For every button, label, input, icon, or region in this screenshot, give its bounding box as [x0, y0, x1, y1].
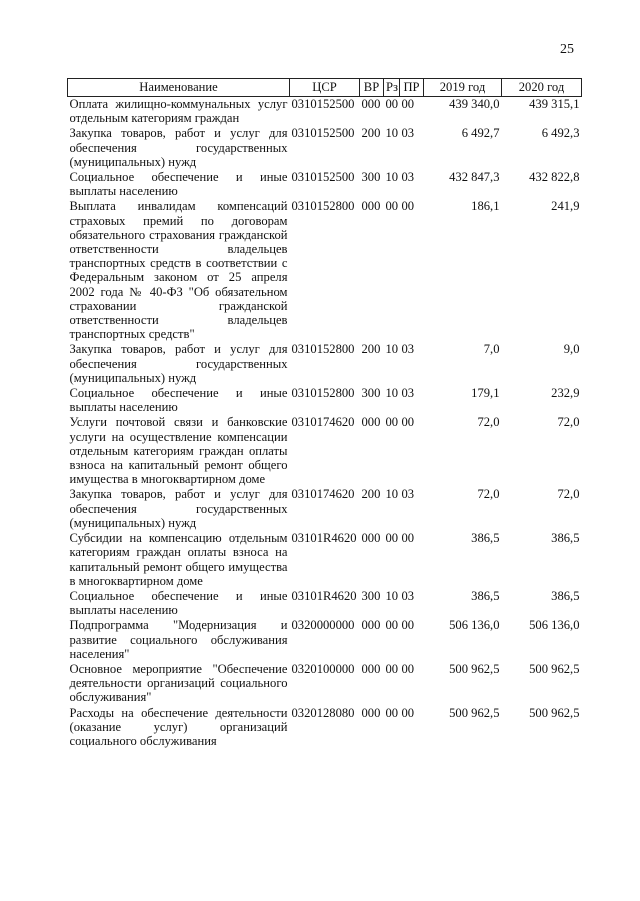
cell-y2020: 439 315,1 [529, 97, 580, 111]
cell-rz: 10 [385, 342, 399, 357]
cell-csr: 0320128080 [291, 705, 355, 720]
cell-name: Выплата инвалидам компенсаций страховых премий по договорам обязательного страхования гражданской ответственности владельцев транспортных средств в соответствии с Федеральным законом от 25 апреля 2002 года № 40-ФЗ "Об обязательном страховании гражданской ответственности владельцев транспортных средств" [69, 199, 288, 342]
table-row [68, 170, 582, 199]
cell-pr: 00 [401, 661, 415, 676]
cell-name: Социальное обеспечение и иные выплаты населению [69, 386, 288, 415]
cell-vr: 000 [361, 531, 381, 546]
cell-y2019: 186,1 [471, 199, 500, 214]
table-row [68, 415, 582, 487]
cell-name: Оплата жилищно-коммунальных услуг отдельным категориям граждан [69, 97, 288, 126]
cell-vr: 200 [361, 342, 381, 357]
cell-pr: 00 [401, 415, 415, 430]
cell-vr: 000 [361, 415, 381, 430]
cell-y2020: 6 492,3 [541, 126, 580, 141]
cell-y2019: 386,5 [471, 531, 500, 546]
table-row [68, 618, 582, 662]
cell-name: Основное мероприятие "Обеспечение деятельности организаций социального обслуживания" [69, 661, 288, 705]
cell-name: Закупка товаров, работ и услуг для обеспечения государственных (муниципальных) нужд [69, 342, 288, 385]
cell-rz: 00 [385, 661, 399, 676]
cell-y2019: 386,5 [471, 588, 500, 603]
header-row [68, 79, 582, 97]
cell-y2020: 72,0 [557, 415, 580, 430]
cell-pr: 03 [401, 342, 415, 357]
cell-csr: 03101R4620 [291, 531, 357, 546]
cell-y2020: 241,9 [551, 199, 580, 214]
cell-pr: 03 [401, 588, 415, 603]
table-row [68, 706, 582, 750]
header-rz: Рз [384, 79, 400, 97]
table-row [68, 487, 582, 531]
cell-name: Закупка товаров, работ и услуг для обеспечения государственных (муниципальных) нужд [69, 126, 288, 169]
cell-rz: 10 [385, 386, 399, 401]
table-row [68, 386, 582, 415]
cell-csr: 0310152500 [291, 170, 355, 185]
cell-pr: 03 [401, 386, 415, 401]
cell-csr: 0310152800 [291, 342, 355, 357]
cell-rz: 00 [385, 618, 399, 633]
cell-y2019: 500 962,5 [449, 661, 500, 676]
table-row [68, 126, 582, 170]
cell-rz: 10 [385, 170, 399, 185]
cell-name: Социальное обеспечение и иные выплаты населению [69, 170, 288, 199]
cell-rz: 00 [385, 415, 399, 430]
table-row [68, 589, 582, 618]
table-row [68, 662, 582, 706]
cell-csr: 03101R4620 [291, 588, 357, 603]
cell-vr: 000 [361, 97, 381, 111]
cell-vr: 300 [361, 386, 381, 401]
header-csr: ЦСР [290, 79, 360, 97]
cell-vr: 000 [361, 661, 381, 676]
cell-name: Социальное обеспечение и иные выплаты населению [69, 588, 288, 618]
budget-table [67, 78, 582, 749]
cell-rz: 10 [385, 126, 399, 141]
cell-y2020: 500 962,5 [529, 705, 580, 720]
cell-y2020: 232,9 [551, 386, 580, 401]
cell-y2020: 386,5 [551, 531, 580, 546]
cell-vr: 300 [361, 588, 381, 603]
cell-csr: 0310152500 [291, 126, 355, 141]
cell-csr: 0310152800 [291, 386, 355, 401]
header-pr: ПР [400, 79, 424, 97]
page-number: 25 [560, 42, 574, 57]
cell-rz: 00 [385, 531, 399, 546]
cell-rz: 00 [385, 97, 399, 111]
cell-vr: 000 [361, 199, 381, 214]
cell-csr: 0320000000 [291, 618, 355, 633]
header-2019: 2019 год [424, 79, 502, 97]
cell-y2020: 386,5 [551, 588, 580, 603]
cell-y2019: 500 962,5 [449, 705, 500, 720]
cell-vr: 000 [361, 705, 381, 720]
cell-y2019: 179,1 [471, 386, 500, 401]
cell-csr: 0310174620 [291, 487, 355, 502]
cell-vr: 200 [361, 126, 381, 141]
cell-y2019: 432 847,3 [449, 170, 500, 185]
cell-y2020: 72,0 [557, 487, 580, 502]
header-name: Наименование [68, 79, 290, 97]
cell-y2019: 439 340,0 [449, 97, 500, 111]
cell-y2019: 6 492,7 [461, 126, 500, 141]
cell-vr: 200 [361, 487, 381, 502]
cell-y2019: 506 136,0 [449, 618, 500, 633]
cell-rz: 00 [385, 199, 399, 214]
cell-y2020: 432 822,8 [529, 170, 580, 185]
cell-y2020: 506 136,0 [529, 618, 580, 633]
cell-name: Расходы на обеспечение деятельности (оказание услуг) организаций социального обслуживания [69, 705, 288, 748]
table-row [68, 342, 582, 386]
header-2020: 2020 год [502, 79, 582, 97]
cell-y2019: 72,0 [477, 487, 500, 502]
cell-rz: 00 [385, 705, 399, 720]
cell-pr: 00 [401, 97, 415, 111]
table-row [68, 97, 582, 127]
cell-pr: 00 [401, 705, 415, 720]
cell-pr: 03 [401, 170, 415, 185]
cell-y2020: 9,0 [563, 342, 580, 357]
cell-vr: 000 [361, 618, 381, 633]
table-row [68, 199, 582, 342]
cell-pr: 00 [401, 618, 415, 633]
cell-pr: 00 [401, 531, 415, 546]
cell-csr: 0310152800 [291, 199, 355, 214]
cell-rz: 10 [385, 487, 399, 502]
cell-name: Субсидии на компенсацию отдельным категориям граждан оплаты взноса на капитальный ремонт общего имущества в многоквартирном доме [69, 531, 288, 588]
cell-y2020: 500 962,5 [529, 661, 580, 676]
cell-name: Подпрограмма "Модернизация и развитие социального обслуживания населения" [69, 618, 288, 661]
cell-name: Услуги почтовой связи и банковские услуги на осуществление компенсации отдельным категориям граждан оплаты взноса на капитальный ремонт общего имущества в многоквартирном доме [69, 415, 288, 487]
cell-y2019: 7,0 [483, 342, 500, 357]
cell-csr: 0310174620 [291, 415, 355, 430]
cell-name: Закупка товаров, работ и услуг для обеспечения государственных (муниципальных) нужд [69, 487, 288, 530]
cell-y2019: 72,0 [477, 415, 500, 430]
table-row [68, 531, 582, 589]
header-vr: ВР [360, 79, 384, 97]
cell-pr: 00 [401, 199, 415, 214]
cell-rz: 10 [385, 588, 399, 603]
cell-pr: 03 [401, 487, 415, 502]
cell-csr: 0310152500 [291, 97, 355, 111]
cell-csr: 0320100000 [291, 661, 355, 676]
cell-vr: 300 [361, 170, 381, 185]
cell-pr: 03 [401, 126, 415, 141]
